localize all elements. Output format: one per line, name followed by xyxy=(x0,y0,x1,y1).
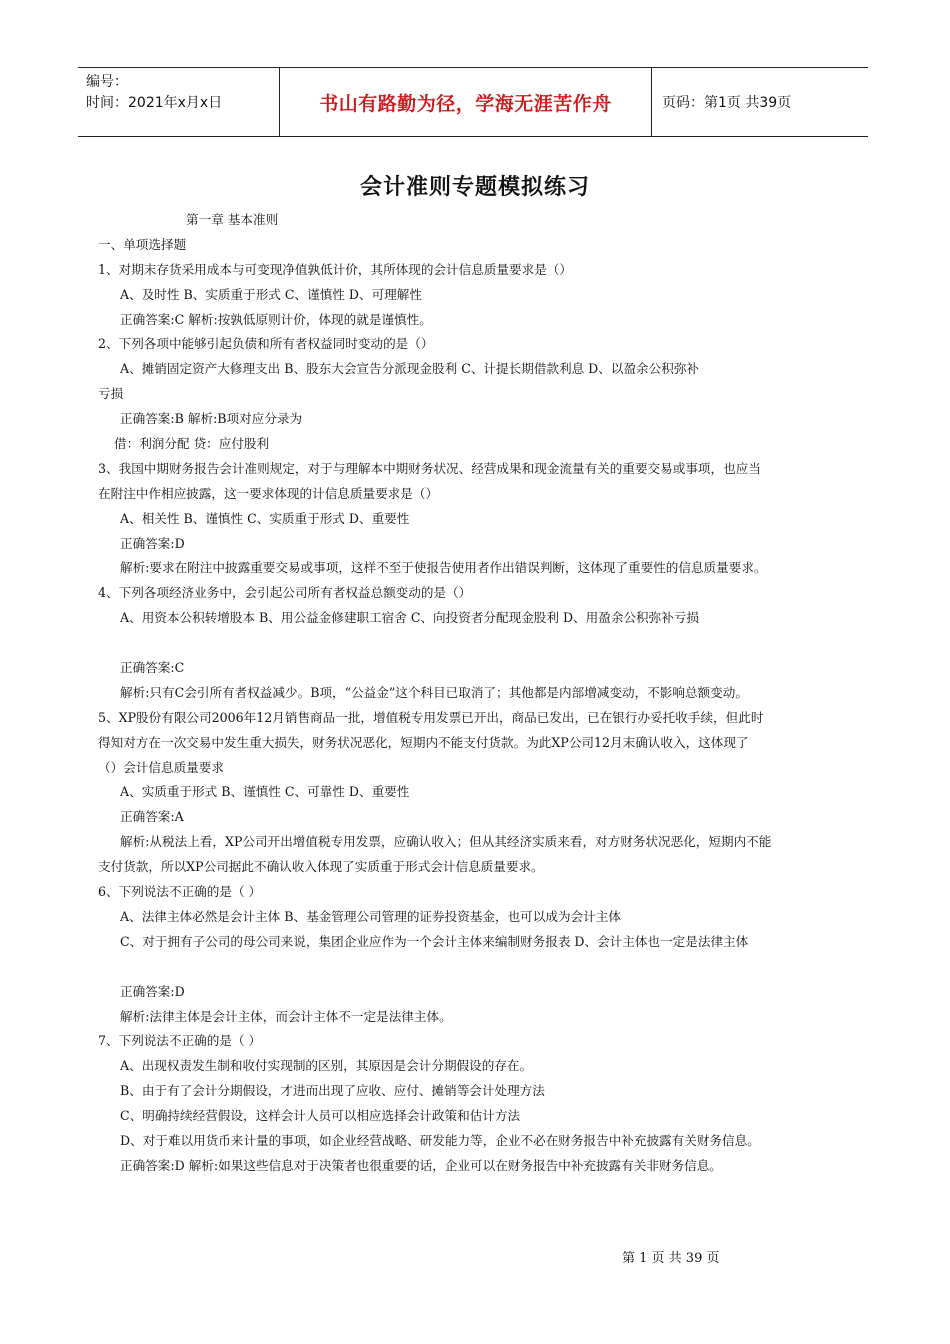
text-line: B、由于有了会计分期假设，才进而出现了应收、应付、摊销等会计处理方法 xyxy=(120,1083,545,1099)
text-line xyxy=(98,631,866,656)
text-line: 一、单项选择题 xyxy=(98,236,187,252)
text-line: 正确答案:A xyxy=(120,809,184,825)
header-meta-cell xyxy=(78,68,280,136)
time-label: 时间：2021年x月x日 xyxy=(86,95,223,111)
document-body xyxy=(98,208,866,1179)
text-line: A、用资本公积转增股本 B、用公益金修建职工宿舍 C、向投资者分配现金股利 D、用盈余公积弥补亏损 xyxy=(120,610,700,626)
text-line: C、明确持续经营假设，这样会计人员可以相应选择会计政策和估计方法 xyxy=(120,1108,521,1124)
text-line: A、相关性 B、谨慎性 C、实质重于形式 D、重要性 xyxy=(120,510,410,526)
text-line: A、实质重于形式 B、谨慎性 C、可靠性 D、重要性 xyxy=(120,784,410,800)
text-line: 第一章 基本准则 xyxy=(186,212,279,227)
text-line xyxy=(98,955,866,980)
code-label: 编号： xyxy=(86,74,128,90)
text-line: A、及时性 B、实质重于形式 C、谨慎性 D、可理解性 xyxy=(120,286,422,302)
text-line: 正确答案:C 解析:按孰低原则计价，体现的就是谨慎性。 xyxy=(120,311,432,327)
text-line: 正确答案:B 解析:B项对应分录为 xyxy=(120,411,303,427)
text-line: 得知对方在一次交易中发生重大损失，财务状况恶化，短期内不能支付货款。为此XP公司12月末确认收入，这体现了 xyxy=(98,734,749,750)
text-line: 支付货款，所以XP公司据此不确认收入体现了实质重于形式会计信息质量要求。 xyxy=(98,859,544,875)
text-line: 解析:从税法上看，XP公司开出增值税专用发票，应确认收入；但从其经济实质来看，对方财务状况恶化，短期内不能 xyxy=(120,834,772,850)
text-line: 4、下列各项经济业务中，会引起公司所有者权益总额变动的是（） xyxy=(98,585,472,601)
text-line: 解析:法律主体是会计主体，而会计主体不一定是法律主体。 xyxy=(120,1008,452,1024)
text-line: 正确答案:D xyxy=(120,983,185,999)
text-line: C、对于拥有子公司的母公司来说，集团企业应作为一个会计主体来编制财务报表 D、会计主体也一定是法律主体 xyxy=(120,933,749,949)
text-line: A、出现权责发生制和收付实现制的区别，其原因是会计分期假设的存在。 xyxy=(120,1058,533,1074)
text-line: 2、下列各项中能够引起负债和所有者权益同时变动的是（） xyxy=(98,336,434,352)
text-line: 1、对期末存货采用成本与可变现净值孰低计价，其所体现的会计信息质量要求是（） xyxy=(98,261,572,277)
text-line: 解析:只有C会引所有者权益减少。B项，“公益金”这个科目已取消了；其他都是内部增减变动，不影响总额变动。 xyxy=(120,684,748,700)
text-line: 在附注中作相应披露，这一要求体现的计信息质量要求是（） xyxy=(98,485,439,501)
text-line: A、法律主体必然是会计主体 B、基金管理公司管理的证券投资基金，也可以成为会计主体 xyxy=(120,908,621,924)
document-title: 会计准则专题模拟练习 xyxy=(359,174,590,200)
header-motto: 书山有路勤为径，学海无涯苦作舟 xyxy=(280,68,652,136)
text-line: 6、下列说法不正确的是（ ） xyxy=(98,884,262,900)
text-line: 3、我国中期财务报告会计准则规定，对于与理解本中期财务状况、经营成果和现金流量有关的重要交易或事项，也应当 xyxy=(98,460,761,476)
text-line: （）会计信息质量要求 xyxy=(98,759,224,775)
text-line: 5、XP股份有限公司2006年12月销售商品一批，增值税专用发票已开出，商品已发出，已在银行办妥托收手续，但此时 xyxy=(98,709,764,725)
text-line: 正确答案:D xyxy=(120,535,185,551)
text-line: A、摊销固定资产大修理支出 B、股东大会宣告分派现金股利 C、计提长期借款利息 D、以盈余公积弥补 xyxy=(120,361,700,377)
text-line: D、对于难以用货币来计量的事项，如企业经营战略、研发能力等，企业不必在财务报告中补充披露有关财务信息。 xyxy=(120,1132,760,1148)
text-line: 正确答案:D 解析:如果这些信息对于决策者也很重要的话，企业可以在财务报告中补充披露有关非财务信息。 xyxy=(120,1157,722,1173)
text-line: 正确答案:C xyxy=(120,660,185,676)
text-line: 解析:要求在附注中披露重要交易或事项，这样不至于使报告使用者作出错误判断，这体现了重要性的信息质量要求。 xyxy=(120,560,767,576)
text-line: 亏损 xyxy=(98,386,124,402)
text-line: 借：利润分配 贷：应付股利 xyxy=(114,436,270,452)
page-footer: 第 1 页 共 39 页 xyxy=(622,1251,720,1266)
header-page-info: 页码：第1页 共39页 xyxy=(662,95,792,111)
page-header-table xyxy=(78,67,868,137)
text-line: 7、下列说法不正确的是（ ） xyxy=(98,1033,262,1049)
